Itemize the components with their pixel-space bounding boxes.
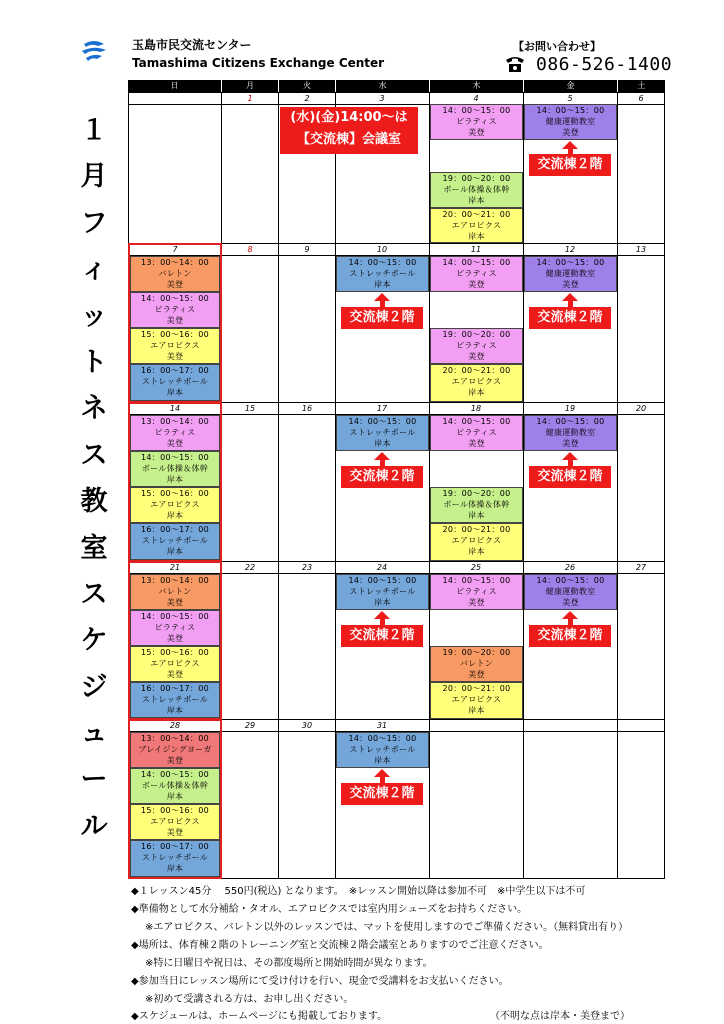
- org-name-jp: 玉島市民交流センター: [132, 38, 252, 52]
- class-time: 20：00～21：00: [442, 210, 511, 219]
- title-char: １: [80, 115, 108, 146]
- class-name: エアロビクス: [451, 377, 502, 387]
- class-teacher: 岸本: [468, 547, 485, 557]
- class-time: 14：00～15：00: [140, 612, 210, 621]
- class-name: バレトン: [459, 659, 494, 669]
- class-teacher: 岸本: [166, 547, 184, 557]
- arrow-stem: [380, 776, 385, 783]
- class-name: ピラティス: [154, 428, 196, 438]
- class-teacher: 美登: [562, 598, 579, 608]
- title-char: ト: [80, 346, 108, 378]
- class-teacher: 岸本: [374, 756, 391, 766]
- class-teacher: 岸本: [374, 439, 391, 449]
- footer-note: ◆参加当日にレッスン場所にて受け付けを行い、現金で受講料をお支払いください。: [131, 976, 509, 987]
- weekday-mon: 月: [222, 80, 278, 92]
- class-name: ストレッチポール: [349, 428, 416, 438]
- day-number: 1: [247, 94, 253, 103]
- title-char: ス: [80, 439, 108, 471]
- class-block: [430, 682, 523, 719]
- class-teacher: 岸本: [468, 196, 485, 206]
- day-number: 23: [301, 563, 313, 572]
- footer-note: ◆スケジュールは、ホームページにも掲載しております。: [131, 1011, 388, 1022]
- class-name: エアロビクス: [451, 221, 502, 231]
- class-teacher: 美登: [468, 670, 485, 680]
- class-block: [430, 574, 523, 610]
- phone-number: 086-526-1400: [536, 54, 673, 75]
- class-block: [130, 487, 220, 523]
- footer-note: ※エアロビクス、バレトン以外のレッスンでは、マットを使用しますのでご準備ください。（無料貸出有り）: [145, 922, 629, 933]
- class-time: 15：00～16：00: [140, 648, 210, 657]
- calendar-grid: [128, 80, 665, 879]
- class-block: [524, 574, 617, 610]
- class-name: ピラティス: [456, 587, 497, 597]
- class-block: [130, 415, 220, 451]
- location-badge: 交流棟２階: [341, 466, 423, 488]
- location-badge: 交流棟２階: [529, 625, 611, 647]
- class-time: 13：00～14：00: [140, 417, 210, 426]
- class-time: 19：00～20：00: [442, 174, 511, 183]
- class-time: 20：00～21：00: [442, 525, 511, 534]
- class-time: 14：00～15：00: [140, 294, 210, 303]
- class-time: 13：00～14：00: [140, 258, 210, 267]
- location-badge: 交流棟２階: [529, 466, 611, 488]
- footer-note: ※初めて受講される方は、お申し出ください。: [145, 994, 354, 1005]
- class-block: [524, 415, 617, 451]
- weekday-sat: 土: [618, 80, 665, 92]
- class-time: 16：00～17：00: [140, 842, 210, 851]
- class-time: 19：00～20：00: [442, 648, 511, 657]
- title-char: ス: [80, 578, 108, 610]
- grid-line: [664, 92, 665, 879]
- class-teacher: 美登: [562, 280, 579, 290]
- class-block: [524, 104, 617, 140]
- class-block: [130, 364, 220, 401]
- title-char: フ: [80, 207, 108, 239]
- class-teacher: 美登: [468, 280, 485, 290]
- title-char: 教: [80, 486, 108, 518]
- weekday-fri: 金: [524, 80, 617, 92]
- footer-note: ◆１レッスン45分 550円(税込) となります。 ※レッスン開始以降は参加不可 ※中学生以下は不可: [131, 886, 586, 897]
- class-name: 健康運動教室: [545, 117, 596, 127]
- class-block: [524, 256, 617, 292]
- class-time: 20：00～21：00: [442, 366, 511, 375]
- footer-note: ◆場所は、体育棟２階のトレーニング室と交流棟２階会議室とありますのでご注意ください。: [131, 940, 549, 951]
- class-teacher: 岸本: [468, 511, 485, 521]
- class-name: ピラティス: [456, 428, 497, 438]
- class-teacher: 美登: [562, 439, 579, 449]
- title-char: 月: [80, 161, 108, 193]
- class-block: [130, 840, 220, 877]
- day-number: 12: [564, 245, 576, 254]
- class-teacher: 美登: [166, 352, 184, 362]
- title-char: ジ: [80, 671, 108, 703]
- title-char: ィ: [80, 254, 108, 286]
- class-name: ストレッチポール: [141, 377, 209, 387]
- weekday-wed: 水: [336, 80, 429, 92]
- title-char: ュ: [80, 718, 108, 750]
- arrow-stem: [568, 300, 573, 307]
- class-teacher: 岸本: [468, 388, 485, 398]
- class-block: [130, 682, 220, 718]
- class-block: [130, 732, 220, 768]
- class-time: 14：00～15：00: [348, 417, 417, 426]
- grid-line: [278, 92, 279, 879]
- title-char: ケ: [80, 625, 108, 657]
- day-number: 16: [301, 404, 313, 413]
- class-block: [430, 208, 523, 243]
- class-teacher: 岸本: [468, 706, 485, 716]
- class-block: [130, 646, 220, 682]
- day-number: 30: [301, 721, 313, 730]
- class-time: 14：00～15：00: [442, 576, 511, 585]
- day-number: 9: [304, 245, 310, 254]
- class-name: ブレイジングヨーガ: [138, 745, 212, 755]
- class-teacher: 岸本: [166, 511, 184, 521]
- class-teacher: 美登: [468, 598, 485, 608]
- class-time: 13：00～14：00: [140, 734, 210, 743]
- class-block: [130, 768, 220, 804]
- day-number: 24: [376, 563, 388, 572]
- class-name: 健康運動教室: [545, 269, 596, 279]
- class-name: ピラティス: [456, 117, 497, 127]
- class-teacher: 岸本: [166, 475, 184, 485]
- day-number: 8: [247, 245, 253, 254]
- class-block: [130, 804, 220, 840]
- arrow-stem: [568, 459, 573, 466]
- class-block: [130, 610, 220, 646]
- class-block: [336, 574, 429, 610]
- class-block: [430, 415, 523, 451]
- class-block: [336, 415, 429, 451]
- location-badge: 交流棟２階: [341, 625, 423, 647]
- class-teacher: 岸本: [166, 864, 184, 874]
- class-time: 14：00～15：00: [442, 106, 511, 115]
- location-badge: 交流棟２階: [529, 307, 611, 329]
- day-number: 14: [169, 404, 181, 413]
- class-name: 健康運動教室: [545, 587, 596, 597]
- class-block: [130, 451, 220, 487]
- class-teacher: 岸本: [468, 232, 485, 242]
- grid-line: [523, 92, 524, 879]
- class-name: エアロビクス: [150, 817, 200, 827]
- notice-line2: 【交流棟】会議室: [296, 132, 401, 147]
- class-teacher: 美登: [166, 598, 184, 608]
- title-char: ル: [80, 810, 108, 842]
- class-time: 16：00～17：00: [140, 525, 210, 534]
- class-block: [430, 523, 523, 561]
- day-number: 31: [376, 721, 388, 730]
- class-teacher: 岸本: [166, 792, 184, 802]
- class-name: ピラティス: [154, 305, 196, 315]
- footer-note: ◆準備物として水分補給・タオル、エアロビクスでは室内用シューズをお持ちください。: [131, 904, 528, 915]
- class-time: 19：00～20：00: [442, 489, 511, 498]
- class-name: ピラティス: [154, 623, 196, 633]
- class-name: ストレッチポール: [141, 536, 209, 546]
- day-number: 7: [172, 245, 178, 254]
- arrow-stem: [380, 618, 385, 625]
- location-notice: [280, 107, 418, 154]
- day-number: 3: [379, 94, 385, 103]
- class-time: 14：00～15：00: [536, 417, 605, 426]
- footer-note: ※特に日曜日や祝日は、その都度場所と開始時間が異なります。: [145, 958, 433, 969]
- class-name: ストレッチポール: [349, 745, 416, 755]
- class-name: 健康運動教室: [545, 428, 596, 438]
- class-teacher: 美登: [468, 128, 485, 138]
- class-name: ストレッチポール: [141, 695, 209, 705]
- day-number: 11: [470, 245, 482, 254]
- class-block: [130, 292, 220, 328]
- arrow-stem: [380, 300, 385, 307]
- class-time: 14：00～15：00: [348, 734, 417, 743]
- class-teacher: 美登: [166, 756, 184, 766]
- title-char: ー: [80, 764, 108, 796]
- class-name: エアロビクス: [150, 500, 200, 510]
- day-number: 4: [473, 94, 479, 103]
- class-time: 14：00～15：00: [140, 770, 210, 779]
- day-number: 5: [567, 94, 573, 103]
- class-time: 16：00～17：00: [140, 366, 210, 375]
- footer-contact-note: （不明な点は岸本・美登まで）: [490, 1011, 630, 1022]
- class-teacher: 美登: [468, 352, 485, 362]
- title-char: 室: [80, 532, 108, 564]
- class-teacher: 岸本: [166, 388, 184, 398]
- class-name: ボール体操＆体幹: [443, 185, 510, 195]
- day-number: 20: [635, 404, 647, 413]
- day-number: 13: [635, 245, 647, 254]
- class-name: エアロビクス: [451, 695, 502, 705]
- class-time: 14：00～15：00: [536, 576, 605, 585]
- title-char: ネ: [80, 393, 108, 425]
- day-number: 26: [564, 563, 576, 572]
- class-teacher: 岸本: [166, 706, 184, 716]
- class-block: [336, 732, 429, 768]
- weekday-sun: 日: [128, 80, 221, 92]
- org-name-en: Tamashima Citizens Exchange Center: [132, 56, 385, 70]
- class-teacher: 岸本: [374, 598, 391, 608]
- day-number: 15: [244, 404, 256, 413]
- class-time: 20：00～21：00: [442, 684, 511, 693]
- class-time: 13：00～14：00: [140, 576, 210, 585]
- class-name: ピラティス: [456, 269, 497, 279]
- day-number: 28: [169, 721, 181, 730]
- arrow-stem: [568, 618, 573, 625]
- day-number: 22: [244, 563, 256, 572]
- weekday-tue: 火: [279, 80, 335, 92]
- class-block: [430, 364, 523, 402]
- title-char: ッ: [80, 300, 108, 332]
- weekday-thu: 木: [430, 80, 523, 92]
- class-time: 19：00～20：00: [442, 330, 511, 339]
- class-name: ボール体操＆体幹: [141, 464, 209, 474]
- class-name: ストレッチポール: [349, 587, 416, 597]
- class-time: 15：00～16：00: [140, 489, 210, 498]
- day-number: 29: [244, 721, 256, 730]
- class-name: バレトン: [158, 269, 192, 279]
- notice-line1: (水)(金)14:00～は: [290, 110, 408, 125]
- class-time: 14：00～15：00: [536, 106, 605, 115]
- location-badge: 交流棟２階: [341, 783, 423, 805]
- class-time: 14：00～15：00: [442, 258, 511, 267]
- day-number: 6: [638, 94, 644, 103]
- class-teacher: 美登: [166, 280, 184, 290]
- class-block: [430, 256, 523, 292]
- day-number: 2: [304, 94, 310, 103]
- class-teacher: 岸本: [374, 280, 391, 290]
- day-number: 10: [376, 245, 388, 254]
- class-block: [430, 646, 523, 682]
- class-time: 16：00～17：00: [140, 684, 210, 693]
- class-name: エアロビクス: [451, 536, 502, 546]
- logo-icon: [80, 38, 108, 64]
- class-name: バレトン: [158, 587, 192, 597]
- class-teacher: 美登: [166, 634, 184, 644]
- location-badge: 交流棟２階: [341, 307, 423, 329]
- class-name: エアロビクス: [150, 659, 200, 669]
- class-name: ボール体操＆体幹: [443, 500, 510, 510]
- class-teacher: 美登: [166, 670, 184, 680]
- class-block: [336, 256, 429, 292]
- vertical-title: [74, 108, 114, 850]
- class-block: [130, 523, 220, 560]
- class-block: [130, 328, 220, 364]
- arrow-stem: [380, 459, 385, 466]
- class-block: [430, 328, 523, 364]
- location-badge: 交流棟２階: [529, 154, 611, 176]
- class-time: 14：00～15：00: [442, 417, 511, 426]
- day-number: 25: [470, 563, 482, 572]
- class-block: [130, 256, 220, 292]
- class-name: エアロビクス: [150, 341, 200, 351]
- class-time: 14：00～15：00: [536, 258, 605, 267]
- class-teacher: 美登: [468, 439, 485, 449]
- class-teacher: 美登: [166, 316, 184, 326]
- day-number: 19: [564, 404, 576, 413]
- class-time: 15：00～16：00: [140, 806, 210, 815]
- class-block: [430, 104, 523, 140]
- grid-line: [617, 92, 618, 879]
- day-number: 27: [635, 563, 647, 572]
- class-block: [430, 487, 523, 523]
- class-time: 14：00～15：00: [348, 258, 417, 267]
- class-teacher: 美登: [166, 828, 184, 838]
- day-number: 17: [376, 404, 388, 413]
- class-name: ストレッチポール: [349, 269, 416, 279]
- class-block: [130, 574, 220, 610]
- class-name: ピラティス: [456, 341, 497, 351]
- class-time: 14：00～15：00: [348, 576, 417, 585]
- class-teacher: 美登: [562, 128, 579, 138]
- class-block: [430, 172, 523, 208]
- class-name: ストレッチポール: [141, 853, 209, 863]
- class-name: ボール体操＆体幹: [141, 781, 209, 791]
- telephone-icon: [505, 55, 525, 73]
- class-time: 14：00～15：00: [140, 453, 210, 462]
- day-number: 18: [470, 404, 482, 413]
- day-number: 21: [169, 563, 181, 572]
- class-teacher: 美登: [166, 439, 184, 449]
- contact-label: 【お問い合わせ】: [513, 40, 601, 53]
- class-time: 15：00～16：00: [140, 330, 210, 339]
